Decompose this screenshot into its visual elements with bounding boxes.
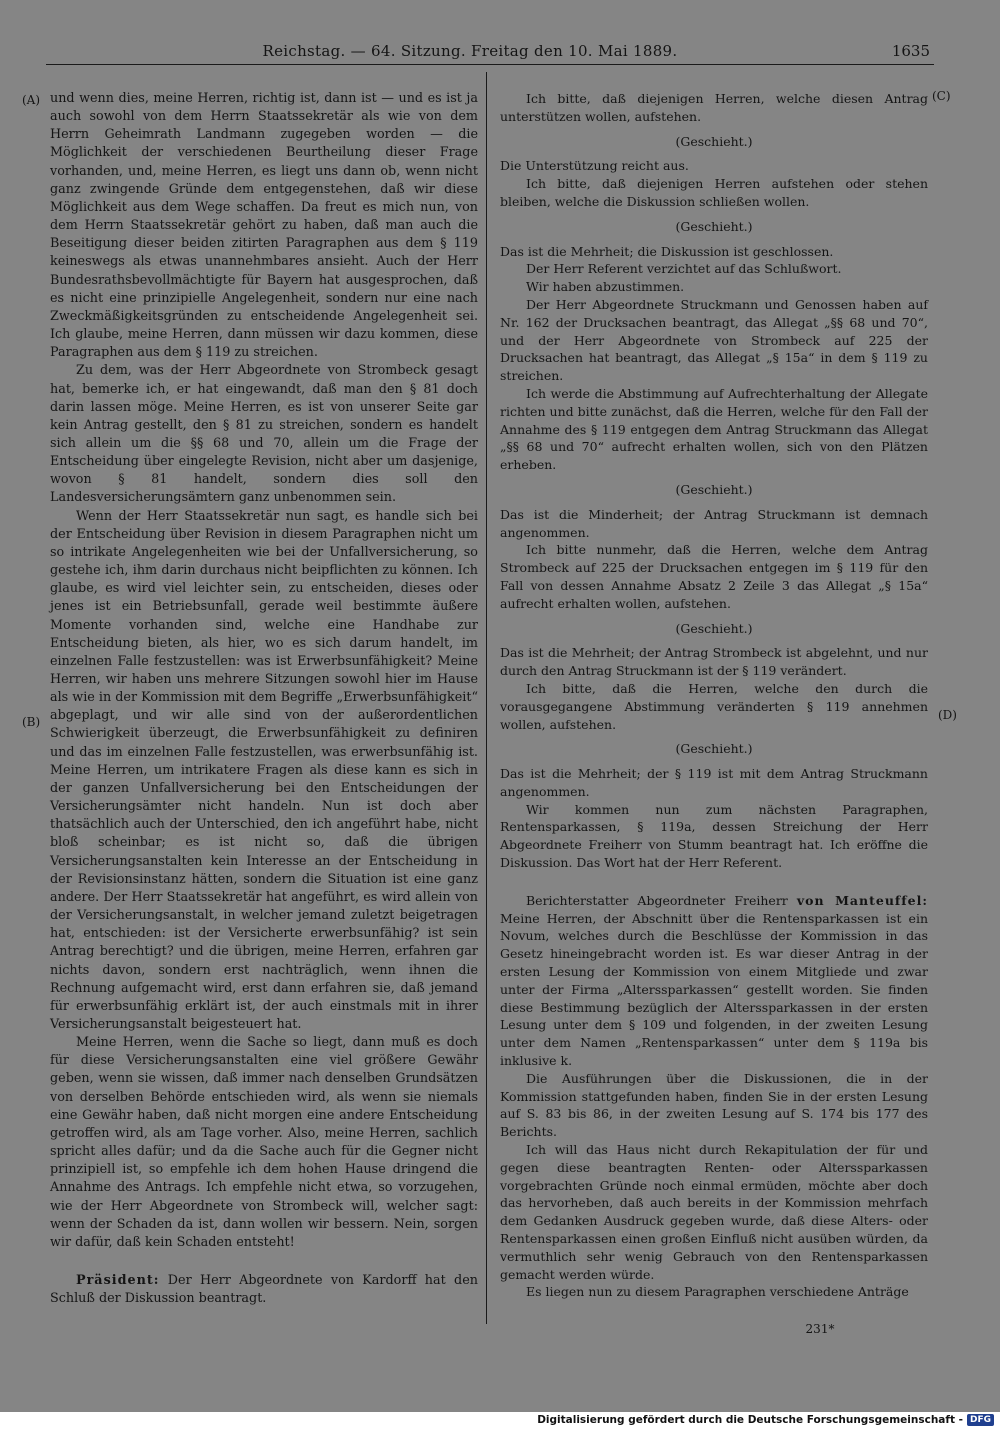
paragraph: Ich werde die Abstimmung auf Aufrechterhaltung der Allegate richten und bitte zunächst, daß die Herren, welche für den Fall der Annahme des § 119 entgegen dem Antrag Struckmann das Allegat „§§ 68 und 70“ aufrecht erhalten wollen, sich von den Plätzen erheben. (500, 385, 928, 473)
paragraph: Die Ausführungen über die Diskussionen, die in der Kommission stattgefunden haben, finden Sie in der ersten Lesung auf S. 83 bis 86, in der zweiten Lesung auf S. 174 bis 177 des Berichts. (500, 1070, 928, 1140)
paragraph: Zu dem, was der Herr Abgeordnete von Strombeck gesagt hat, bemerke ich, er hat eingewandt, daß man den § 81 doch darin lassen möge. Meine Herren, es ist von unserer Seite gar kein Antrag gestellt, den § 81 zu streichen, sondern es handelt sich allein um die §§ 68 und 70, allein um die Frage der Entscheidung über eingelegte Revision, nicht aber um dasjenige, wovon § 81 handelt, sondern dies soll den Landesversicherungsämtern ganz unbenommen sein. (50, 363, 478, 506)
stage-direction: (Geschieht.) (675, 218, 753, 234)
printer-signature: 231* (805, 1322, 835, 1336)
page-number: 1635 (891, 42, 930, 60)
paragraph: Ich bitte, daß diejenigen Herren, welche diesen Antrag unterstützen wollen, aufstehen. (500, 91, 928, 124)
paragraph: Das ist die Mehrheit; der § 119 ist mit dem Antrag Struckmann angenommen. (500, 766, 928, 799)
speaker-intro: Berichterstatter Abgeordneter Freiherr (526, 892, 788, 908)
speaker-text: Meine Herren, der Abschnitt über die Rentensparkassen ist ein Novum, welches durch die Beschlüsse der Kommission in das Gesetz hineingebracht worden ist. Es war dieser Antrag in der ersten Lesung der Kommission von einem Mitgliede und zwar unter der Firma „Alterssparkassen“ gestellt worden. Sie finden diese Bestimmung bezüglich der Alterssparkassen in der ersten Lesung unter dem § 109 und folgenden, in der zweiten Lesung unter dem Namen „Rentensparkassen“ unter dem § 119a bis inklusive k. (500, 910, 928, 1069)
column-divider (486, 72, 487, 1324)
stage-direction: (Geschieht.) (675, 741, 753, 757)
stage-direction: (Geschieht.) (675, 133, 753, 149)
rapporteur-statement (500, 892, 928, 1070)
paragraph: Wir kommen nun zum nächsten Paragraphen, Rentensparkassen, § 119a, dessen Streichung der Herr Abgeordnete Freiherr von Stumm beantragt hat. Ich eröffne die Diskussion. Das Wort hat der Herr Referent. (500, 801, 928, 871)
margin-marker-d: (D) (938, 708, 957, 722)
paragraph: Das ist die Mehrheit; der Antrag Strombeck ist abgelehnt, und nur durch den Antrag Struckmann ist der § 119 verändert. (500, 645, 928, 679)
footer-text: Digitalisierung gefördert durch die Deutsche Forschungsgemeinschaft - (537, 1414, 963, 1426)
right-column (500, 90, 928, 1301)
paragraph: Das ist die Mehrheit; die Diskussion ist geschlossen. (500, 243, 834, 259)
paragraph: Die Unterstützung reicht aus. (500, 158, 689, 174)
running-title: Reichstag. — 64. Sitzung. Freitag den 10. Mai 1889. (262, 42, 678, 60)
paragraph: Ich bitte nunmehr, daß die Herren, welche dem Antrag Strombeck auf 225 der Drucksachen entgegen im § 119 für den Fall von dessen Annahme Absatz 2 Zeile 3 das Allegat „§ 15a“ aufrecht erhalten wollen, aufstehen. (500, 542, 928, 611)
margin-marker-c: (C) (932, 89, 951, 103)
paragraph: Wir haben abzustimmen. (526, 279, 685, 295)
paragraph: Der Herr Referent verzichtet auf das Schlußwort. (526, 261, 842, 277)
stage-direction: (Geschieht.) (675, 620, 753, 636)
paragraph: Ich will das Haus nicht durch Rekapitulation der für und gegen diese beantragten Renten- oder Alterssparkassen vorgebrachten Gründe noch einmal ermüden, möchte aber doch das hervorheben, daß auch bereits in der Kommission mehrfach dem Gedanken Ausdruck gegeben wurde, daß diese Alters- oder Rentensparkassen einen großen Einfluß nicht ausüben würden, da vermuthlich sehr wenig Gebrauch von den Rentensparkassen gemacht werden würde. (500, 1142, 928, 1282)
paragraph: Wenn der Herr Staatssekretär nun sagt, es handle sich bei der Entscheidung über Revision in diesem Paragraphen nicht um so intrikate Angelegenheiten wie bei der Unfallversicherung, so gestehe ich, ihm darin durchaus nicht beipflichten zu können. Ich glaube, es wird viel leichter sein, zu entscheiden, dieses oder jenes ist ein Betriebsunfall, gerade weil bestimmte äußere Momente vorhanden sind, welche eine Handhabe zur Entscheidung bieten, als hier, wo es sich darum handelt, im einzelnen Falle festzustellen: was ist Erwerbsunfähigkeit? Meine Herren, wir haben uns mehrere Sitzungen sowohl hier im Hause als wie in der Kommission mit dem Begriffe „Erwerbsunfähigkeit“ abgeplagt, und wir alle sind von der außerordentlichen Schwierigkeit überzeugt, die Erwerbsunfähigkeit zu definiren und das im einzelnen Falle festzustellen, was erwerbsunfähig ist. Meine Herren, um intrikatere Fragen als diese kann es sich in der ganzen Unfallversicherung bei den Entscheidungen der Versicherungsämter nicht handeln. Nun ist doch aber thatsächlich auch der Unterschied, den ich angeführt habe, nicht bloß scheinbar; es ist nicht so, daß die übrigen Versicherungsanstalten kein Interesse an der Entscheidung in der Revisionsinstanz hätten, sondern die Situation ist eine ganz andere. Der Herr Staatssekretär hat angeführt, es wird allein von der Versicherungsanstalt, in welcher jemand zuletzt beigetragen hat, entschieden: ist der Versicherte erwerbsunfähig? ist sein Antrag berechtigt? und die übrigen, meine Herren, erfahren gar nichts davon, sondern erst nachträglich, wenn ihnen die Rechnung aufgemacht wird, erst dann erfahren sie, daß jemand für erwerbsunfähig erklärt ist, der auch einstmals mit in ihrer Versicherungsanstalt beigesteuert hat. (50, 508, 478, 1032)
paragraph: Meine Herren, wenn die Sache so liegt, dann muß es doch für diese Versicherungsanstalten eine viel größere Gewähr geben, wenn sie wissen, daß immer nach denselben Grundsätzen von derselben Behörde entschieden wird, als wenn sie niemals eine Gewähr haben, daß nicht morgen eine andere Entscheidung getroffen wird, als am Tage vorher. Also, meine Herren, sachlich spricht alles dafür; und da die Sache auch für die Gegner nicht prinzipiell ist, so empfehle ich dem hohen Hause dringend die Annahme des Antrags. Ich empfehle nicht etwa, so vorzugehen, wie der Herr Abgeordnete von Strombeck will, welcher sagt: wenn der Schaden da ist, dann wollen wir bessern. Nein, sorgen wir dafür, daß kein Schaden entsteht! (50, 1035, 478, 1250)
margin-marker-a: (A) (22, 93, 41, 107)
stage-direction: (Geschieht.) (675, 481, 753, 497)
speaker-name: Präsident: (76, 1273, 160, 1288)
left-column (50, 90, 478, 1308)
margin-marker-b: (B) (22, 715, 41, 729)
paragraph: Ich bitte, daß diejenigen Herren aufstehen oder stehen bleiben, welche die Diskussion schließen wollen. (500, 176, 928, 209)
footer-credit (0, 1414, 994, 1430)
president-statement (50, 1272, 478, 1308)
paragraph: Es liegen nun zu diesem Paragraphen verschiedene Anträge (526, 1284, 909, 1300)
speaker-text: Der Herr Abgeordnete von Kardorff hat den Schluß der Diskussion beantragt. (50, 1273, 478, 1307)
paragraph: Der Herr Abgeordnete Struckmann und Genossen haben auf Nr. 162 der Drucksachen beantragt, das Allegat „§§ 68 und 70“, und der Herr Abgeordnete von Strombeck auf 225 der Drucksachen hat beantragt, das Allegat „§ 15a“ in dem § 119 zu streichen. (500, 296, 928, 384)
paragraph: und wenn dies, meine Herren, richtig ist, dann ist — und es ist ja auch sowohl von dem Herrn Staatssekretär als wie von dem Herrn Geheimrath Landmann zugegeben worden — die Möglichkeit der verschiedenen Beurtheilung dieser Frage vorhanden, und, meine Herren, es liegt uns dann ob, wenn nicht ganz zwingende Gründe dem entgegenstehen, daß wir diese Möglichkeit aus dem Wege schaffen. Da freut es mich nun, von dem Herrn Staatssekretär gehört zu haben, daß man auch die Beseitigung dieser beiden zitirten Paragraphen aus dem § 119 keineswegs als etwas unannehmbares ansieht. Auch der Herr Bundesrathsbevollmächtigte für Bayern hat ausgesprochen, daß es nicht eine prinzipielle Angelegenheit, sondern nur eine nach Zweckmäßigkeitsgründen zu entscheidende Angelegenheit sei. Ich glaube, meine Herren, dann müssen wir dazu kommen, diese Paragraphen aus dem § 119 zu streichen. (50, 91, 478, 361)
speaker-name: von Manteuffel: (796, 892, 929, 908)
dfg-logo: DFG (967, 1414, 994, 1426)
header-rule (46, 64, 934, 65)
paragraph: Ich bitte, daß die Herren, welche den durch die vorausgegangene Abstimmung veränderten § 119 annehmen wollen, aufstehen. (500, 680, 928, 732)
paragraph: Das ist die Minderheit; der Antrag Struckmann ist demnach angenommen. (500, 506, 928, 540)
